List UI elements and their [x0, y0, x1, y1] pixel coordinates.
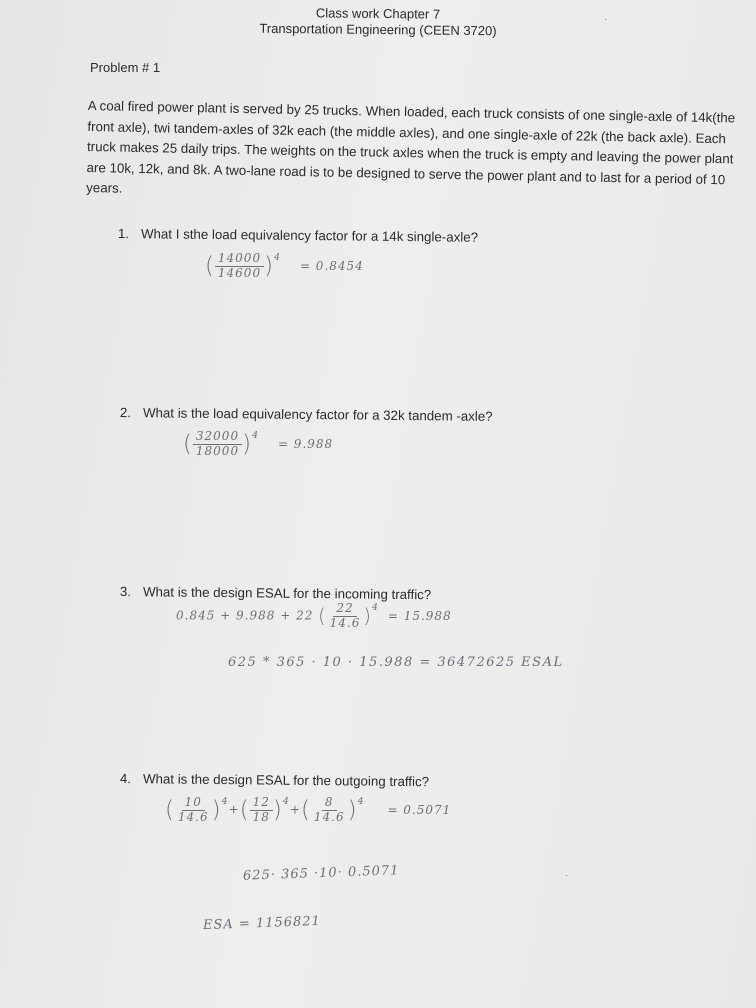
denominator: 14.6 [329, 615, 361, 630]
open-paren: ( [183, 431, 193, 458]
exponent: 4 [221, 796, 229, 807]
answer-4-line-2: 625· 365 ·10· 0.5071 [242, 863, 400, 884]
answer-3-line-1 [176, 602, 452, 630]
exponent: 4 [274, 252, 282, 263]
exponent: 4 [371, 602, 379, 613]
problem-title: Problem # 1 [90, 60, 161, 75]
answer-1 [205, 252, 364, 280]
denominator: 14600 [217, 265, 262, 280]
close-paren: ) [264, 253, 274, 280]
close-paren: ) [211, 797, 222, 824]
fraction-1 [175, 796, 212, 823]
question-text: What is the load equivalency factor for a 32k tandem -axle? [142, 405, 493, 424]
answer-2 [183, 430, 333, 458]
question-number: 4. [119, 771, 132, 787]
numerator: 10 [182, 796, 205, 810]
denominator: 14.6 [313, 809, 345, 824]
open-paren: ( [300, 797, 311, 824]
sum-expression: 0.845 + 9.988 + 22 [176, 608, 314, 623]
result: = 15.988 [387, 608, 452, 623]
numerator: 22 [333, 602, 356, 616]
exponent: 4 [282, 796, 290, 807]
fraction-3 [311, 796, 348, 823]
open-paren: ( [165, 797, 175, 824]
question-text: What is the design ESAL for the incoming traffic? [142, 584, 432, 603]
exponent: 4 [252, 430, 260, 441]
fraction [193, 430, 242, 457]
exponent: 4 [357, 796, 365, 807]
question-4 [120, 771, 429, 789]
pen-mark: · [604, 14, 608, 25]
open-paren: ( [205, 253, 215, 280]
numerator: 8 [322, 796, 337, 810]
question-text: What I sthe load equivalency factor for a 14k single-axle? [140, 226, 479, 245]
question-text: What is the design ESAL for the outgoing traffic? [142, 771, 430, 790]
denominator: 18000 [195, 443, 240, 458]
question-2 [120, 405, 493, 424]
question-number: 2. [119, 405, 132, 421]
open-paren: ( [239, 797, 250, 824]
numerator: 32000 [193, 430, 242, 444]
numerator: 14000 [215, 252, 264, 266]
result: = 0.5071 [387, 802, 452, 817]
header-title: Class work Chapter 7 [315, 5, 441, 22]
fraction [327, 602, 364, 629]
question-3 [120, 584, 431, 602]
result: = 0.8454 [299, 258, 364, 273]
question-1 [118, 226, 478, 245]
open-paren: ( [318, 604, 327, 628]
answer-4-line-3: ESA = 1156821 [202, 913, 322, 934]
pen-mark: · [565, 870, 569, 881]
denominator: 14.6 [177, 809, 209, 824]
question-number: 3. [119, 584, 132, 600]
numerator: 12 [250, 796, 273, 810]
answer-4-line-1: ( $\frac{10}{14.6}$ )$^4$+( $\frac{12}{18}$ )$^4$+( $\frac{8}{14.6}$ )$^4$ = 0.5071 [165, 795, 452, 824]
fraction [215, 252, 264, 279]
denominator: 18 [252, 809, 270, 824]
close-paren: ) [347, 797, 358, 824]
close-paren: ) [242, 431, 252, 458]
fraction-2 [250, 796, 273, 823]
answer-3-line-2: 625 * 365 · 10 · 15.988 = 36472625 ESAL [228, 655, 564, 670]
close-paren: ) [363, 604, 372, 628]
close-paren: ) [272, 797, 283, 824]
problem-statement: A coal fired power plant is served by 25 trucks. When loaded, each truck consists of one single-axle of 14k(the front axle), twi tandem-axles of 32k each (the middle axles), and one single-axle of 22k (the back axle). Each truck makes 25 daily trips. The weights on the truck axles when the truck is empty and leaving the power plant are 10k, 12k, and 8k. A two-lane road is to be designed to serve the power plant and to last for a period of 10 years. [86, 97, 736, 196]
header-course: Transportation Engineering (CEEN 3720) [259, 20, 497, 39]
result: = 9.988 [277, 436, 334, 451]
question-number: 1. [117, 226, 130, 242]
